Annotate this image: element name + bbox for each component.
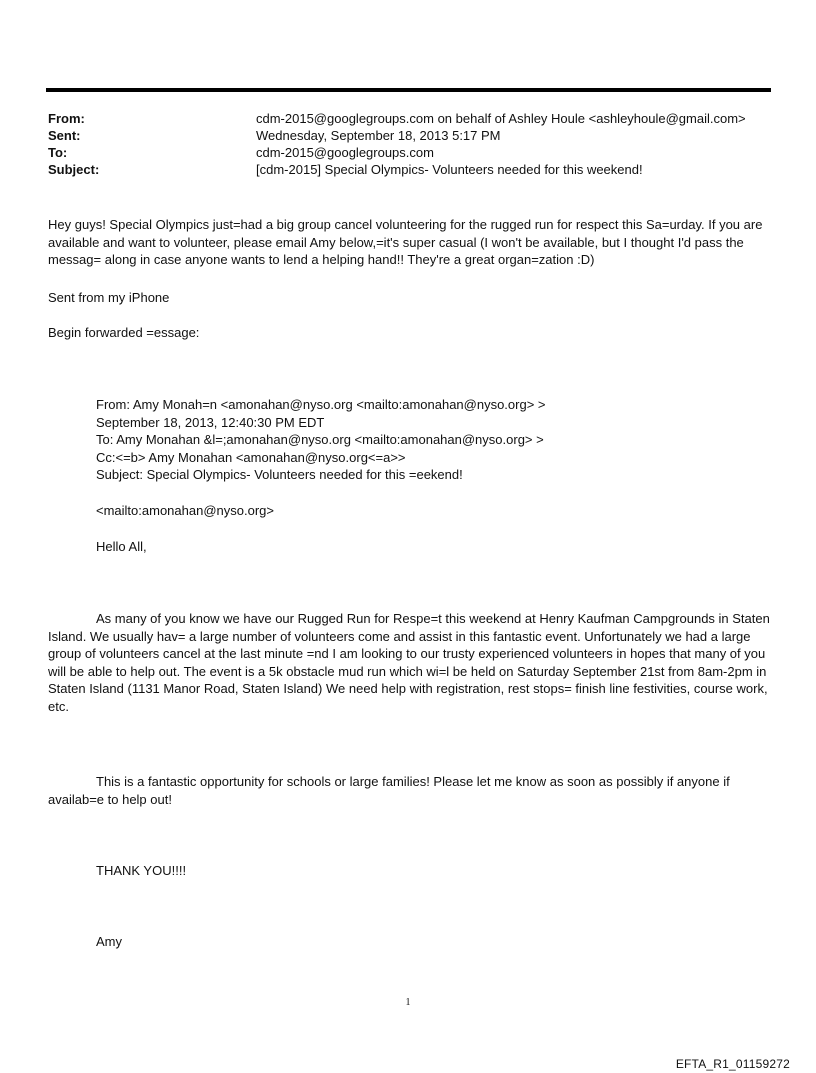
sent-label: Sent: bbox=[48, 128, 81, 143]
paragraph-two bbox=[48, 773, 778, 808]
to-value: cdm-2015@googlegroups.com bbox=[256, 145, 434, 160]
subject-label: Subject: bbox=[48, 162, 100, 177]
sent-value: Wednesday, September 18, 2013 5:17 PM bbox=[256, 128, 501, 143]
paragraph-one bbox=[48, 610, 778, 715]
fwd-subject-line: Subject: Special Olympics- Volunteers needed for this =eekend! bbox=[96, 467, 463, 482]
document-id: EFTA_R1_01159272 bbox=[675, 1057, 790, 1071]
mailto-text: <mailto:amonahan@nyso.org> bbox=[96, 503, 274, 518]
header-from-row bbox=[48, 110, 788, 127]
begin-forwarded-line bbox=[48, 324, 778, 342]
header-subject-row bbox=[48, 161, 788, 178]
body-intro bbox=[48, 216, 778, 269]
fwd-from-line: From: Amy Monah=n <amonahan@nyso.org <mailto:amonahan@nyso.org> > bbox=[96, 397, 546, 412]
paragraph-two-text: This is a fantastic opportunity for schools or large families! Please let me know as soon as possibly if anyone if availab=e to help out! bbox=[48, 774, 730, 807]
from-value: cdm-2015@googlegroups.com on behalf of Ashley Houle <ashleyhoule@gmail.com> bbox=[256, 111, 746, 126]
fwd-to-line: To: Amy Monahan &l=;amonahan@nyso.org <mailto:amonahan@nyso.org> > bbox=[96, 432, 544, 447]
signature-text: Amy bbox=[96, 934, 122, 949]
from-label: From: bbox=[48, 111, 85, 126]
subject-value: [cdm-2015] Special Olympics- Volunteers needed for this weekend! bbox=[256, 162, 643, 177]
header-sent-row bbox=[48, 127, 788, 144]
page-number: 1 bbox=[405, 997, 411, 1008]
sent-from-line bbox=[48, 289, 778, 307]
to-label: To: bbox=[48, 145, 68, 160]
thanks-text: THANK YOU!!!! bbox=[96, 863, 187, 878]
thanks-line bbox=[96, 862, 776, 880]
signature-line bbox=[96, 933, 776, 951]
fwd-cc-line: Cc:<=b> Amy Monahan <amonahan@nyso.org<=a>> bbox=[96, 449, 406, 465]
forwarded-header bbox=[96, 396, 776, 484]
sent-from-text: Sent from my iPhone bbox=[48, 290, 170, 305]
greeting-text: Hello All, bbox=[96, 539, 147, 554]
email-header bbox=[48, 110, 788, 178]
header-to-row bbox=[48, 144, 788, 161]
begin-forwarded-text: Begin forwarded =essage: bbox=[48, 325, 200, 340]
intro-paragraph: Hey guys! Special Olympics just=had a big group cancel volunteering for the rugged run for respect this Sa=urday. If you are available and want to volunteer, please email Amy below,=it's super casual (I won't be available, but I thought I'd pass the messag= along in case anyone wants to lend a helping hand!! They're a great organ=zation :D) bbox=[48, 217, 763, 267]
fwd-date-line: September 18, 2013, 12:40:30 PM EDT bbox=[96, 414, 325, 430]
mailto-line bbox=[96, 502, 776, 520]
paragraph-one-text: As many of you know we have our Rugged Run for Respe=t this weekend at Henry Kaufman Campgrounds in Staten Island. We usually hav= a large number of volunteers come and assist in this fantastic event. Unfortunately we had a large group of volunteers cancel at the last minute =nd I am looking to our trusty experienced volunteers in hopes that many of you will be able to help out. The event is a 5k obstacle mud run which wi=l be held on Saturday September 21st from 8am-2pm in Staten Island (1131 Manor Road, Staten Island) We need help with registration, rest stops= finish line festivities, course work, etc. bbox=[48, 611, 770, 714]
greeting-line bbox=[96, 538, 776, 556]
header-rule bbox=[46, 88, 771, 92]
